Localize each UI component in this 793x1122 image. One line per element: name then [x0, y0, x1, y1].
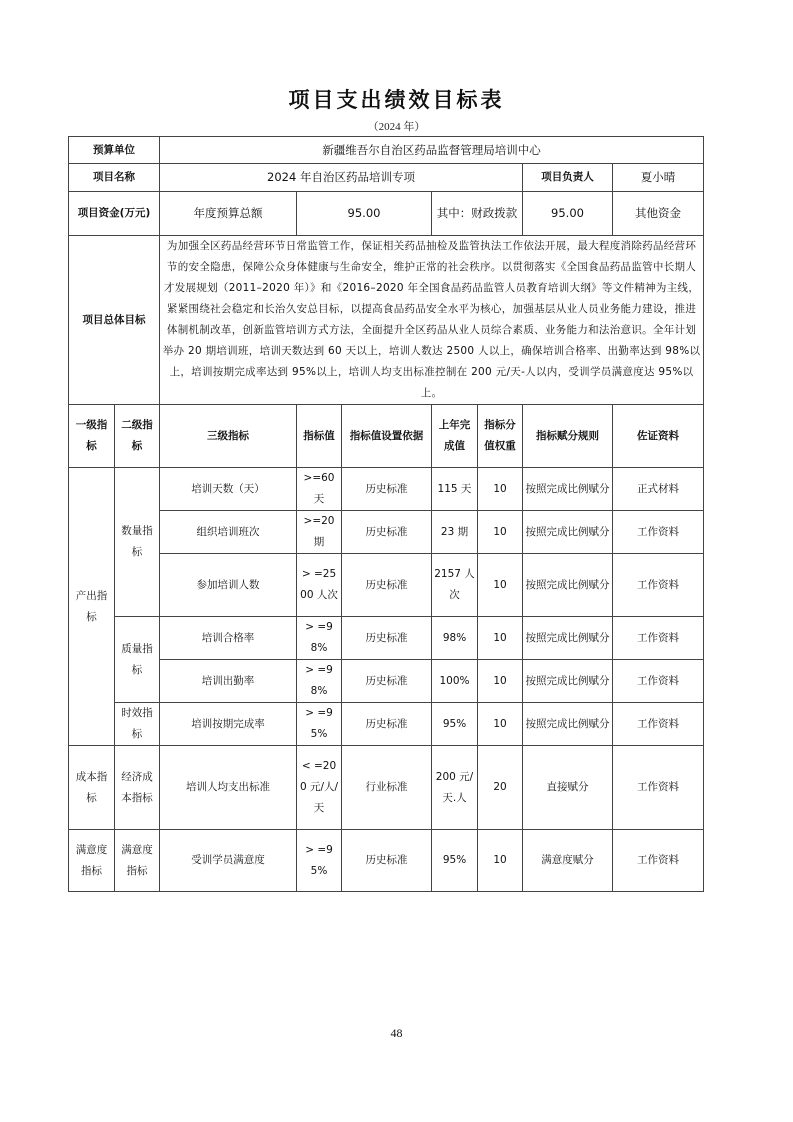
annual-budget-value: 95.00: [297, 192, 432, 236]
indicator-evidence: 工作资料: [613, 554, 704, 617]
indicator-rule: 按照完成比例赋分: [523, 554, 613, 617]
indicator-last-year: 95%: [432, 830, 478, 892]
table-row: [69, 468, 704, 511]
table-row: [69, 703, 704, 746]
indicator-weight: 10: [478, 554, 523, 617]
indicator-name: 培训人均支出标准: [160, 746, 297, 830]
indicator-basis: 历史标准: [342, 703, 432, 746]
indicator-weight: 20: [478, 746, 523, 830]
indicator-evidence: 工作资料: [613, 617, 704, 660]
overall-goal-row: [69, 236, 704, 405]
table-row: [69, 554, 704, 617]
indicator-weight: 10: [478, 617, 523, 660]
level1-satisfaction: 满意度指标: [69, 830, 115, 892]
level2-satisfaction: 满意度指标: [115, 830, 160, 892]
indicator-weight: 10: [478, 511, 523, 554]
header-basis: 指标值设置依据: [342, 405, 432, 468]
indicator-target: >=60天: [297, 468, 342, 511]
indicator-evidence: 工作资料: [613, 511, 704, 554]
project-name-value: 2024 年自治区药品培训专项: [160, 164, 523, 192]
header-level2: 二级指标: [115, 405, 160, 468]
indicator-weight: 10: [478, 660, 523, 703]
indicator-target: > =95%: [297, 830, 342, 892]
indicator-last-year: 95%: [432, 703, 478, 746]
level2-economic-cost: 经济成本指标: [115, 746, 160, 830]
indicator-name: 组织培训班次: [160, 511, 297, 554]
table-row: [69, 511, 704, 554]
project-leader-label: 项目负责人: [523, 164, 613, 192]
indicator-basis: 历史标准: [342, 468, 432, 511]
level1-output: 产出指标: [69, 468, 115, 746]
indicator-basis: 行业标准: [342, 746, 432, 830]
header-level1: 一级指标: [69, 405, 115, 468]
level2-timeliness: 时效指标: [115, 703, 160, 746]
indicator-last-year: 23 期: [432, 511, 478, 554]
document-year: （2024 年）: [367, 121, 426, 133]
indicator-rule: 按照完成比例赋分: [523, 703, 613, 746]
indicator-evidence: 正式材料: [613, 468, 704, 511]
indicator-rule: 直接赋分: [523, 746, 613, 830]
budget-unit-label: 预算单位: [69, 137, 160, 164]
indicator-weight: 10: [478, 830, 523, 892]
indicator-basis: 历史标准: [342, 554, 432, 617]
indicator-rule: 满意度赋分: [523, 830, 613, 892]
indicator-last-year: 200 元/天.人: [432, 746, 478, 830]
header-level3: 三级指标: [160, 405, 297, 468]
indicator-evidence: 工作资料: [613, 746, 704, 830]
budget-unit-row: [69, 137, 704, 164]
overall-goal-label: 项目总体目标: [69, 236, 160, 405]
indicator-target: > =95%: [297, 703, 342, 746]
indicator-basis: 历史标准: [342, 617, 432, 660]
indicator-evidence: 工作资料: [613, 703, 704, 746]
indicator-name: 培训按期完成率: [160, 703, 297, 746]
indicator-evidence: 工作资料: [613, 830, 704, 892]
project-funds-label: 项目资金(万元): [69, 192, 160, 236]
header-weight: 指标分值权重: [478, 405, 523, 468]
table-row: [69, 617, 704, 660]
indicator-last-year: 100%: [432, 660, 478, 703]
indicator-name: 培训天数（天）: [160, 468, 297, 511]
indicator-weight: 10: [478, 703, 523, 746]
page-number: 48: [390, 1026, 403, 1040]
indicator-rule: 按照完成比例赋分: [523, 660, 613, 703]
other-funds-label: 其他资金: [613, 192, 704, 236]
project-name-label: 项目名称: [69, 164, 160, 192]
document-title: 项目支出绩效目标表: [288, 87, 505, 112]
project-funds-row: [69, 192, 704, 236]
project-leader-value: 夏小晴: [613, 164, 704, 192]
indicator-target: < =200 元/人/天: [297, 746, 342, 830]
indicator-name: 培训合格率: [160, 617, 297, 660]
fiscal-funds-label: 其中：财政拨款: [432, 192, 523, 236]
table-row: [69, 830, 704, 892]
header-last-year: 上年完成值: [432, 405, 478, 468]
performance-target-table: [68, 136, 704, 892]
table-row: [69, 660, 704, 703]
header-rule: 指标赋分规则: [523, 405, 613, 468]
indicator-header-row: [69, 405, 704, 468]
indicator-basis: 历史标准: [342, 660, 432, 703]
indicator-target: > =98%: [297, 660, 342, 703]
indicator-basis: 历史标准: [342, 830, 432, 892]
indicator-last-year: 98%: [432, 617, 478, 660]
budget-unit-value: 新疆维吾尔自治区药品监督管理局培训中心: [160, 137, 704, 164]
indicator-last-year: 115 天: [432, 468, 478, 511]
indicator-name: 培训出勤率: [160, 660, 297, 703]
level1-cost: 成本指标: [69, 746, 115, 830]
indicator-basis: 历史标准: [342, 511, 432, 554]
indicator-rule: 按照完成比例赋分: [523, 617, 613, 660]
indicator-rule: 按照完成比例赋分: [523, 468, 613, 511]
annual-budget-label: 年度预算总额: [160, 192, 297, 236]
indicator-target: > =98%: [297, 617, 342, 660]
indicator-name: 参加培训人数: [160, 554, 297, 617]
indicator-last-year: 2157 人次: [432, 554, 478, 617]
indicator-weight: 10: [478, 468, 523, 511]
indicator-name: 受训学员满意度: [160, 830, 297, 892]
header-target: 指标值: [297, 405, 342, 468]
overall-goal-text: 为加强全区药品经营环节日常监管工作，保证相关药品抽检及监管执法工作依法开展，最大程度消除药品经营环节的安全隐患，保障公众身体健康与生命安全，维护正常的社会秩序。以贯彻落实《全国食品药品监管中长期人才发展规划（2011–2020 年）》和《2016–2020 年全国食品药品监管人员教育培训大纲》等文件精神为主线，紧紧围绕社会稳定和长治久安总目标，以提高食品药品安全水平为核心，加强基层从业人员业务能力建设，推进体制机制改革，创新监管培训方式方法，全面提升全区药品从业人员综合素质、业务能力和法治意识。全年计划举办 20 期培训班，培训天数达到 60 天以上，培训人数达 2500 人以上，确保培训合格率、出勤率达到 98%以上，培训按期完成率达到 95%以上，培训人均支出标准控制在 200 元/天-人以内，受训学员满意度达 95%以上。: [160, 236, 704, 405]
table-row: [69, 746, 704, 830]
project-name-row: [69, 164, 704, 192]
indicator-evidence: 工作资料: [613, 660, 704, 703]
fiscal-funds-value: 95.00: [523, 192, 613, 236]
indicator-rule: 按照完成比例赋分: [523, 511, 613, 554]
header-evidence: 佐证资料: [613, 405, 704, 468]
indicator-target: > =2500 人次: [297, 554, 342, 617]
level2-quality: 质量指标: [115, 617, 160, 703]
level2-quantity: 数量指标: [115, 468, 160, 617]
indicator-target: >=20期: [297, 511, 342, 554]
